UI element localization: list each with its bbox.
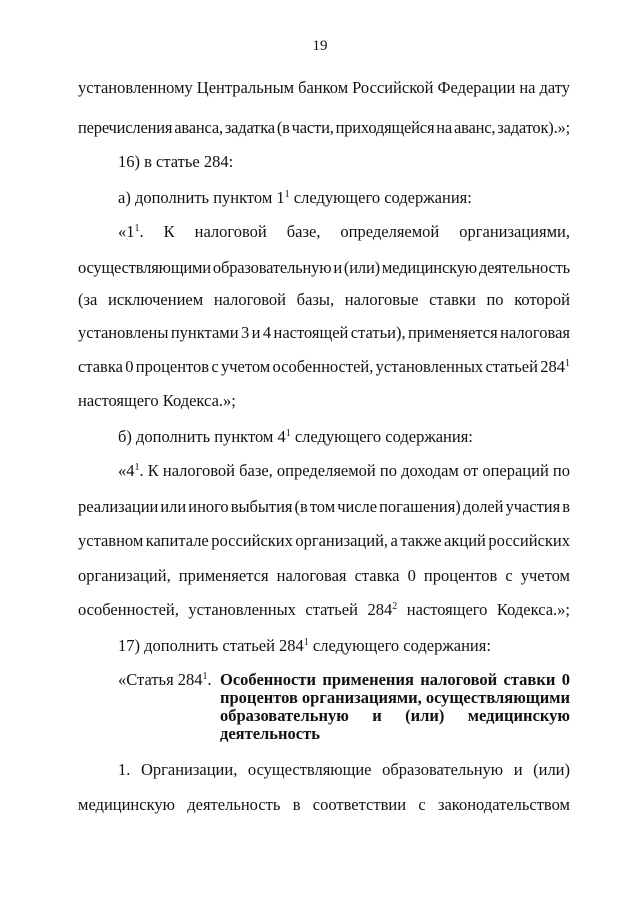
text-line: «$1^1$. К налоговой базе, определяемой организациями, (118, 222, 570, 241)
text-line: (за исключением налоговой базы, налоговые ставки по которой (78, 290, 570, 309)
article-label: «Статья $284^1$. (118, 670, 212, 689)
article-title-line: Особенности применения налоговой ставки 0 (220, 670, 570, 689)
text-line: осуществляющими образовательную и (или) медицинскую деятельность (78, 258, 570, 277)
text-line: 16) в статье 284: (118, 152, 234, 171)
text-line: особенностей, установленных статьей $284^2$ настоящего Кодекса.»; (78, 600, 570, 619)
article-title-line: образовательную и (или) медицинскую (220, 706, 570, 725)
text-line: перечисления аванса, задатка (в части, приходящейся на аванс, задаток).»; (78, 118, 570, 137)
text-line: установлены пунктами 3 и 4 настоящей статьи), применяется налоговая (78, 323, 570, 342)
text-line: б) дополнить пунктом $4^1$ следующего содержания: (118, 427, 473, 446)
text-line: а) дополнить пунктом $1^1$ следующего содержания: (118, 188, 472, 207)
text-line: медицинскую деятельность в соответствии с законодательством (78, 795, 570, 814)
text-line: настоящего Кодекса.»; (78, 391, 236, 410)
text-line: организаций, применяется налоговая ставка 0 процентов с учетом (78, 566, 570, 585)
text-line: реализации или иного выбытия (в том числе погашения) долей участия в (78, 497, 571, 516)
text-line: 1. Организации, осуществляющие образовательную и (или) (118, 760, 570, 779)
text-line: «$4^1$. К налоговой базе, определяемой по доходам от операций по (118, 461, 570, 480)
page-number: 19 (312, 38, 328, 54)
article-title (220, 671, 570, 743)
text-line: 17) дополнить статьей $284^1$ следующего содержания: (118, 636, 491, 655)
text-line: установленному Центральным банком Российской Федерации на дату (78, 78, 570, 97)
article-title-line: деятельность (220, 724, 320, 743)
article-title-line: процентов организациями, осуществляющими (220, 688, 570, 707)
text-line: уставном капитале российских организаций, а также акций российских (78, 531, 570, 550)
text-line: ставка 0 процентов с учетом особенностей, установленных статьей $284^1$ (78, 357, 570, 376)
